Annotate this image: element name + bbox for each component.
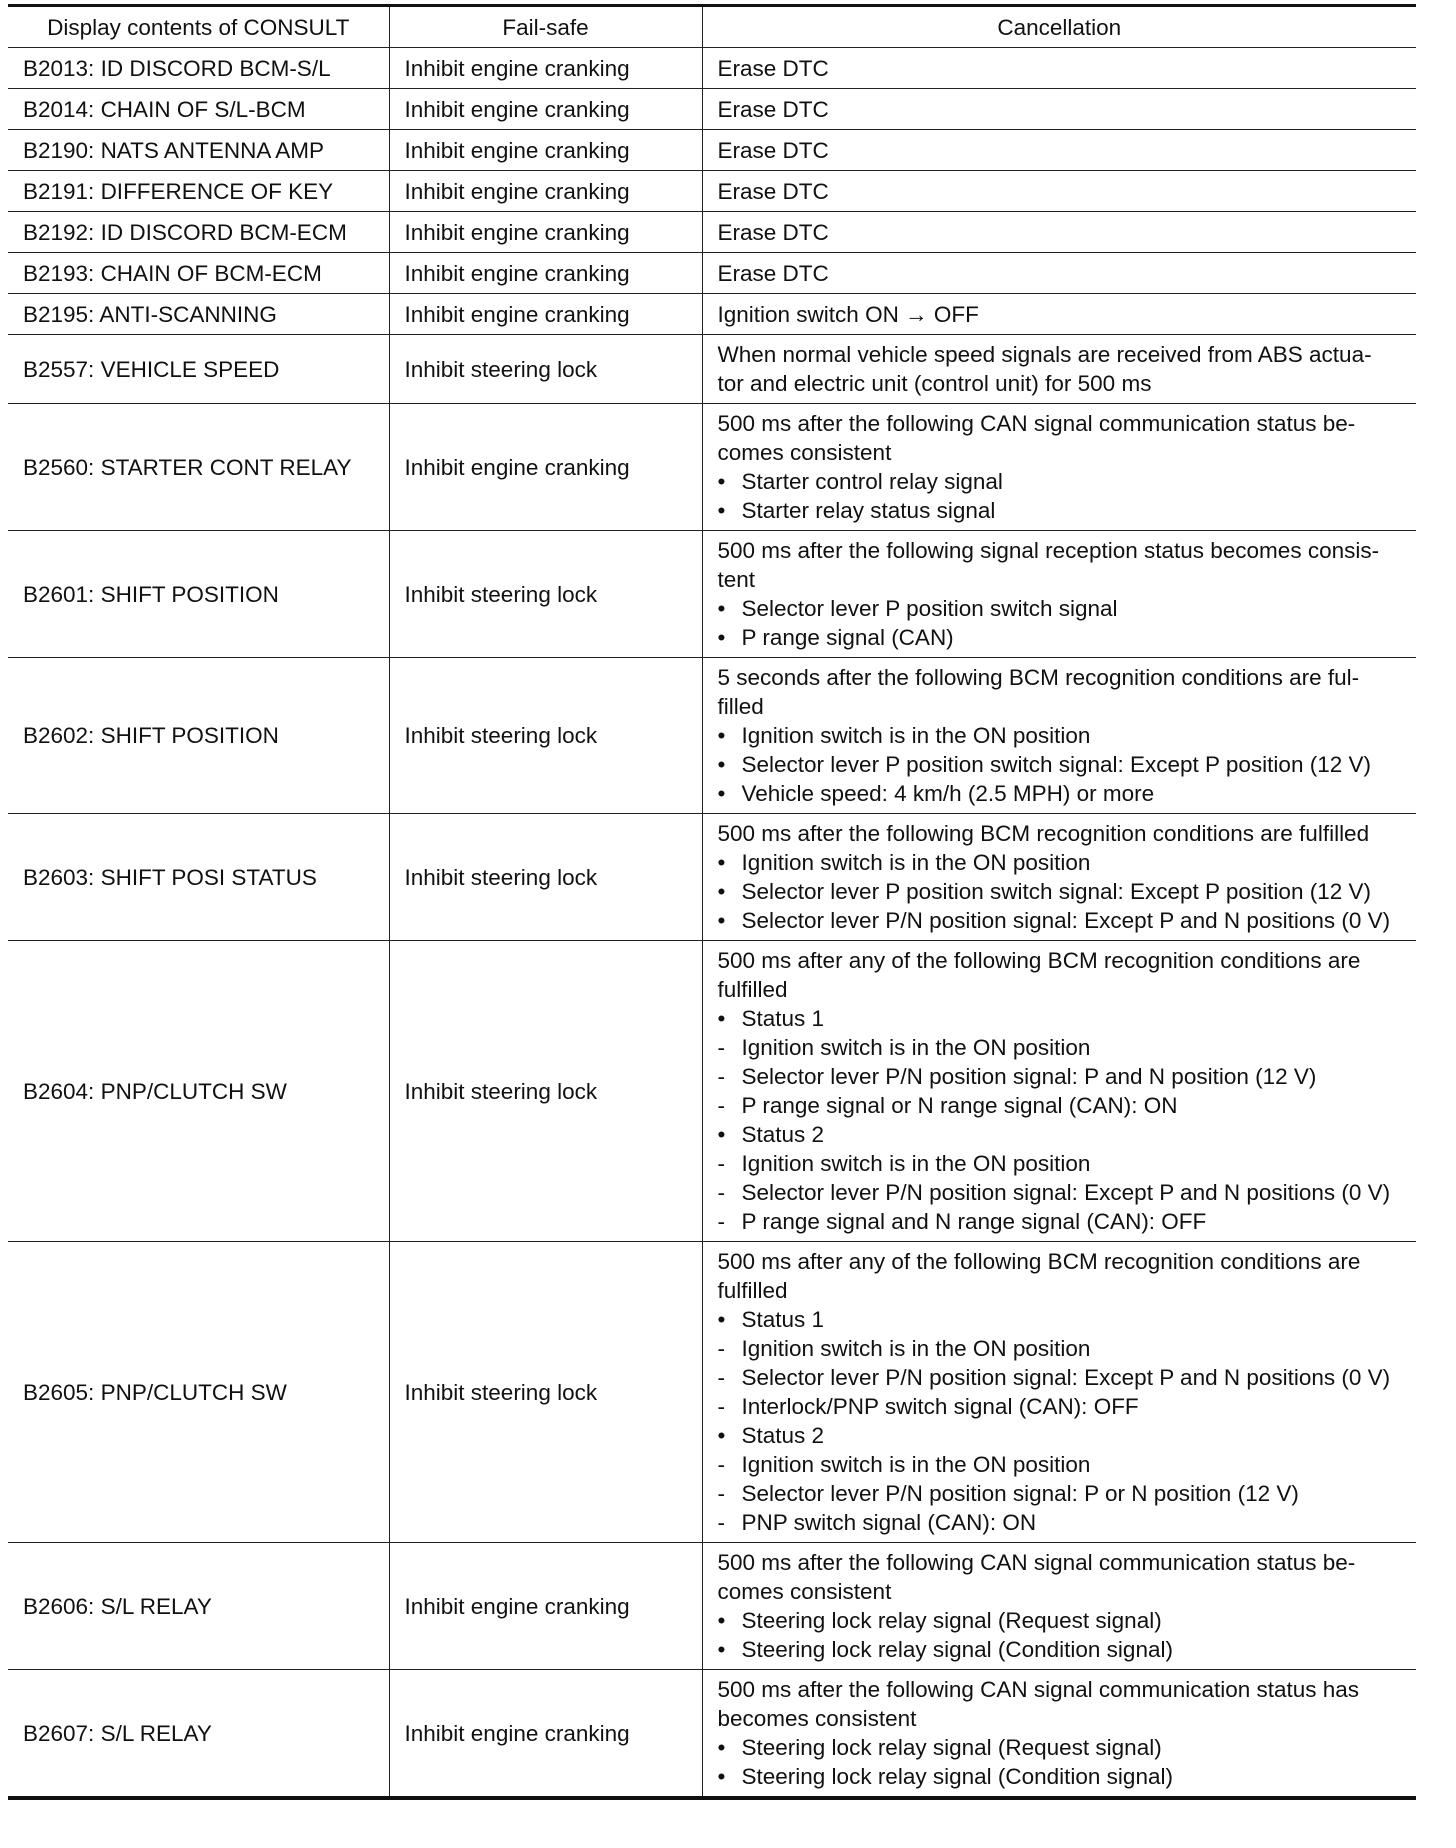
cancellation-list-item (718, 848, 1405, 877)
list-item-text: Steering lock relay signal (Request signal) (741, 1735, 1162, 1760)
fail-safe-cell: Inhibit engine cranking (389, 253, 702, 294)
list-marker: • (717, 1608, 726, 1633)
cancellation-list-item (718, 1762, 1405, 1791)
cancellation-list-item (718, 1635, 1405, 1664)
list-item-text: Selector lever P/N position signal: P and N position (12 V) (741, 1064, 1317, 1089)
cancellation-text: Erase DTC (717, 260, 829, 286)
cancellation-text: tor and electric unit (control unit) for 500 ms (717, 371, 1152, 396)
fail-safe-cell: Inhibit engine cranking (389, 294, 702, 335)
list-item-text: Ignition switch is in the ON position (741, 1452, 1091, 1477)
cancellation-list-item (718, 1120, 1405, 1149)
cancellation-text: Erase DTC (717, 55, 829, 81)
list-marker: - (717, 1452, 725, 1477)
display-contents-cell: B2605: PNP/CLUTCH SW (8, 1242, 389, 1543)
list-item-text: Status 1 (741, 1307, 825, 1332)
display-contents-cell: B2603: SHIFT POSI STATUS (8, 814, 389, 941)
cancellation-list-item (718, 1062, 1405, 1091)
list-item-text: Selector lever P/N position signal: Except P and N positions (0 V) (741, 908, 1391, 933)
table-row (8, 658, 1416, 814)
display-contents-cell: B2013: ID DISCORD BCM-S/L (8, 48, 389, 89)
display-contents-cell: B2193: CHAIN OF BCM-ECM (8, 253, 389, 294)
cancellation-list-item (718, 1149, 1405, 1178)
cancellation-list-item (718, 1091, 1405, 1120)
list-item-text: Ignition switch is in the ON position (741, 1151, 1091, 1176)
fail-safe-table (8, 4, 1416, 1800)
list-item-text: Interlock/PNP switch signal (CAN): OFF (741, 1394, 1139, 1419)
cancellation-text: 5 seconds after the following BCM recognition conditions are ful- (717, 665, 1360, 690)
fail-safe-cell: Inhibit steering lock (389, 941, 702, 1242)
list-marker: - (717, 1336, 725, 1361)
cancellation-text: 500 ms after the following signal reception status becomes consis- (717, 538, 1380, 563)
cancellation-text: When normal vehicle speed signals are received from ABS actua- (717, 342, 1372, 367)
list-marker: - (717, 1093, 725, 1118)
cancellation-cell (702, 658, 1416, 814)
cancellation-list-item (718, 1305, 1405, 1334)
header-fail-safe: Fail-safe (389, 6, 702, 48)
cancellation-text: fulfilled (717, 977, 788, 1002)
cancellation-text: tent (717, 567, 756, 592)
cancellation-list-item (718, 750, 1405, 779)
list-marker: • (717, 908, 726, 933)
cancellation-list-item (718, 1363, 1405, 1392)
display-contents-cell: B2602: SHIFT POSITION (8, 658, 389, 814)
cancellation-cell (702, 253, 1416, 294)
document-page (8, 4, 1416, 1800)
list-marker: - (717, 1151, 725, 1176)
cancellation-cell (702, 130, 1416, 171)
table-header (8, 6, 1416, 48)
cancellation-text: fulfilled (717, 1278, 788, 1303)
list-marker: • (717, 1423, 726, 1448)
list-item-text: Status 2 (741, 1423, 825, 1448)
cancellation-cell (702, 941, 1416, 1242)
cancellation-cell (702, 171, 1416, 212)
list-item-text: Selector lever P/N position signal: Except P and N positions (0 V) (741, 1365, 1391, 1390)
cancellation-list-item (718, 1178, 1405, 1207)
display-contents-cell: B2014: CHAIN OF S/L-BCM (8, 89, 389, 130)
display-contents-cell: B2191: DIFFERENCE OF KEY (8, 171, 389, 212)
fail-safe-cell: Inhibit engine cranking (389, 48, 702, 89)
list-item-text: Steering lock relay signal (Condition signal) (741, 1764, 1173, 1789)
list-marker: - (717, 1365, 725, 1390)
fail-safe-cell: Inhibit engine cranking (389, 1543, 702, 1670)
cancellation-text: becomes consistent (717, 1706, 917, 1731)
list-marker: • (717, 1006, 726, 1031)
cancellation-list-item (718, 1606, 1405, 1635)
table-row (8, 531, 1416, 658)
list-item-text: P range signal and N range signal (CAN): OFF (741, 1209, 1207, 1234)
cancellation-text: Erase DTC (717, 137, 829, 163)
display-contents-cell: B2606: S/L RELAY (8, 1543, 389, 1670)
display-contents-cell: B2192: ID DISCORD BCM-ECM (8, 212, 389, 253)
cancellation-cell (702, 212, 1416, 253)
list-item-text: Steering lock relay signal (Condition signal) (741, 1637, 1173, 1662)
cancellation-list-item (718, 1334, 1405, 1363)
table-body (8, 48, 1416, 1799)
list-marker: • (717, 1637, 726, 1662)
list-marker: • (717, 625, 726, 650)
cancellation-cell (702, 814, 1416, 941)
cancellation-list-item (718, 1508, 1405, 1537)
cancellation-text: comes consistent (717, 1579, 892, 1604)
list-item-text: Ignition switch is in the ON position (741, 1035, 1091, 1060)
list-item-text: Status 1 (741, 1006, 825, 1031)
list-marker: • (717, 1735, 726, 1760)
cancellation-cell (702, 48, 1416, 89)
cancellation-list-item (718, 594, 1405, 623)
fail-safe-cell: Inhibit engine cranking (389, 212, 702, 253)
list-marker: - (717, 1394, 725, 1419)
list-marker: - (717, 1510, 725, 1535)
list-item-text: P range signal or N range signal (CAN): ON (741, 1093, 1178, 1118)
list-marker: • (717, 469, 726, 494)
cancellation-text: 500 ms after the following BCM recognition conditions are fulfilled (717, 821, 1370, 846)
cancellation-list-item (718, 1392, 1405, 1421)
list-item-text: Ignition switch is in the ON position (741, 850, 1091, 875)
list-item-text: Starter relay status signal (741, 498, 996, 523)
fail-safe-cell: Inhibit steering lock (389, 531, 702, 658)
cancellation-text: filled (717, 694, 764, 719)
cancellation-list-item (718, 877, 1405, 906)
cancellation-text: 500 ms after the following CAN signal communication status be- (717, 1550, 1356, 1575)
table-row (8, 253, 1416, 294)
cancellation-cell (702, 1543, 1416, 1670)
cancellation-list-item (718, 1033, 1405, 1062)
fail-safe-cell: Inhibit engine cranking (389, 1670, 702, 1799)
list-item-text: Status 2 (741, 1122, 825, 1147)
cancellation-cell (702, 1242, 1416, 1543)
cancellation-list-item (718, 496, 1405, 525)
list-marker: • (717, 596, 726, 621)
cancellation-text: 500 ms after the following CAN signal communication status be- (717, 411, 1356, 436)
list-marker: • (717, 1122, 726, 1147)
cancellation-cell (702, 335, 1416, 404)
list-item-text: P range signal (CAN) (741, 625, 954, 650)
list-marker: • (717, 1764, 726, 1789)
list-item-text: Ignition switch is in the ON position (741, 723, 1091, 748)
cancellation-list-item (718, 1421, 1405, 1450)
display-contents-cell: B2604: PNP/CLUTCH SW (8, 941, 389, 1242)
table-row (8, 1670, 1416, 1799)
cancellation-text: Ignition switch ON → OFF (717, 301, 979, 327)
table-row (8, 89, 1416, 130)
fail-safe-cell: Inhibit engine cranking (389, 171, 702, 212)
table-row (8, 335, 1416, 404)
cancellation-cell (702, 531, 1416, 658)
display-contents-cell: B2601: SHIFT POSITION (8, 531, 389, 658)
fail-safe-cell: Inhibit steering lock (389, 814, 702, 941)
list-marker: • (717, 1307, 726, 1332)
list-marker: - (717, 1035, 725, 1060)
table-row (8, 212, 1416, 253)
list-marker: - (717, 1180, 725, 1205)
fail-safe-cell: Inhibit engine cranking (389, 404, 702, 531)
list-item-text: Selector lever P/N position signal: P or N position (12 V) (741, 1481, 1299, 1506)
list-marker: - (717, 1064, 725, 1089)
cancellation-list-item (718, 467, 1405, 496)
list-marker: • (717, 498, 726, 523)
header-cancellation: Cancellation (702, 6, 1416, 48)
cancellation-list-item (718, 1479, 1405, 1508)
header-row (8, 6, 1416, 48)
list-marker: • (717, 781, 726, 806)
fail-safe-cell: Inhibit engine cranking (389, 130, 702, 171)
list-marker: • (717, 850, 726, 875)
display-contents-cell: B2190: NATS ANTENNA AMP (8, 130, 389, 171)
cancellation-list-item (718, 906, 1405, 935)
list-item-text: Selector lever P/N position signal: Except P and N positions (0 V) (741, 1180, 1391, 1205)
cancellation-text: Erase DTC (717, 219, 829, 245)
fail-safe-cell: Inhibit steering lock (389, 1242, 702, 1543)
fail-safe-cell: Inhibit steering lock (389, 658, 702, 814)
cancellation-cell (702, 294, 1416, 335)
cancellation-text: Erase DTC (717, 178, 829, 204)
list-marker: • (717, 723, 726, 748)
list-item-text: Vehicle speed: 4 km/h (2.5 MPH) or more (741, 781, 1155, 806)
cancellation-cell (702, 89, 1416, 130)
cancellation-text: 500 ms after any of the following BCM recognition conditions are (717, 948, 1361, 973)
list-item-text: Selector lever P position switch signal: Except P position (12 V) (741, 879, 1371, 904)
cancellation-list-item (718, 721, 1405, 750)
cancellation-text: 500 ms after any of the following BCM recognition conditions are (717, 1249, 1361, 1274)
table-row (8, 171, 1416, 212)
cancellation-text: Erase DTC (717, 96, 829, 122)
cancellation-cell (702, 404, 1416, 531)
cancellation-cell (702, 1670, 1416, 1799)
list-item-text: Starter control relay signal (741, 469, 1003, 494)
table-row (8, 48, 1416, 89)
fail-safe-cell: Inhibit steering lock (389, 335, 702, 404)
cancellation-text: 500 ms after the following CAN signal communication status has (717, 1677, 1360, 1702)
display-contents-cell: B2607: S/L RELAY (8, 1670, 389, 1799)
list-marker: • (717, 752, 726, 777)
cancellation-list-item (718, 623, 1405, 652)
list-item-text: Selector lever P position switch signal (741, 596, 1118, 621)
list-item-text: Ignition switch is in the ON position (741, 1336, 1091, 1361)
display-contents-cell: B2560: STARTER CONT RELAY (8, 404, 389, 531)
list-marker: - (717, 1209, 725, 1234)
list-item-text: Steering lock relay signal (Request signal) (741, 1608, 1162, 1633)
list-item-text: Selector lever P position switch signal: Except P position (12 V) (741, 752, 1371, 777)
cancellation-list-item (718, 1207, 1405, 1236)
display-contents-cell: B2557: VEHICLE SPEED (8, 335, 389, 404)
table-row (8, 814, 1416, 941)
table-row (8, 1543, 1416, 1670)
table-row (8, 294, 1416, 335)
table-row (8, 941, 1416, 1242)
cancellation-list-item (718, 779, 1405, 808)
cancellation-text: comes consistent (717, 440, 892, 465)
header-display-contents: Display contents of CONSULT (8, 6, 389, 48)
table-row (8, 130, 1416, 171)
table-row (8, 404, 1416, 531)
list-marker: - (717, 1481, 725, 1506)
list-marker: • (717, 879, 726, 904)
cancellation-list-item (718, 1733, 1405, 1762)
list-item-text: PNP switch signal (CAN): ON (741, 1510, 1037, 1535)
table-row (8, 1242, 1416, 1543)
display-contents-cell: B2195: ANTI-SCANNING (8, 294, 389, 335)
cancellation-list-item (718, 1450, 1405, 1479)
fail-safe-cell: Inhibit engine cranking (389, 89, 702, 130)
cancellation-list-item (718, 1004, 1405, 1033)
